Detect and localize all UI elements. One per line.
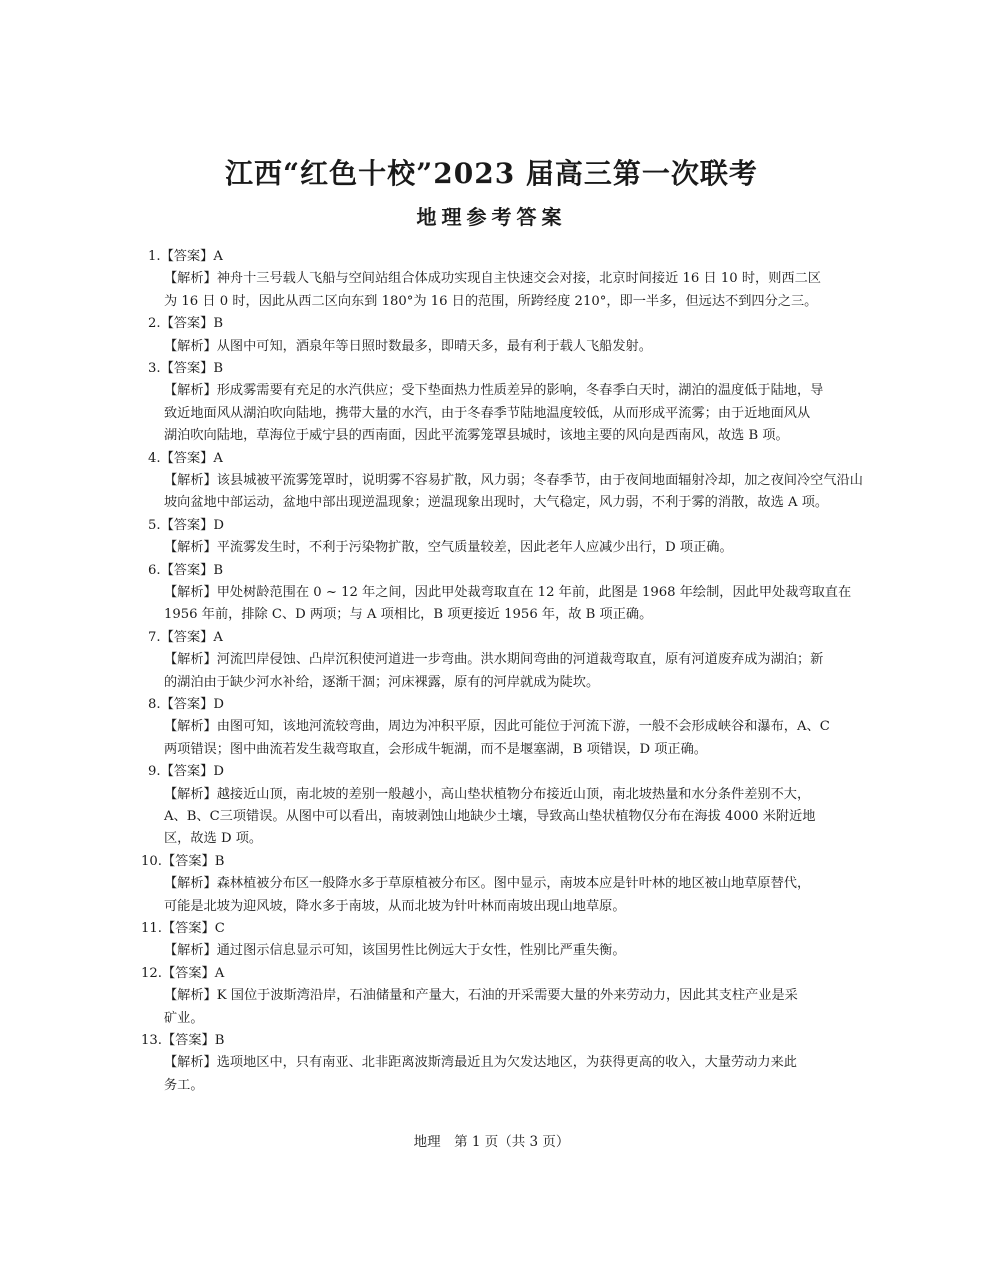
- answer-heading: [141, 1032, 224, 1050]
- explanation-line: 【解析】神舟十三号载人飞船与空间站组合体成功实现自主快速交会对接，北京时间接近 16 日 10 时，则西二区: [164, 271, 821, 287]
- explanation-line: 可能是北坡为迎风坡，降水多于南坡，从而北坡为针叶林而南坡出现山地草原。: [164, 898, 626, 914]
- answer-heading: [141, 853, 224, 871]
- question-number: 13.: [141, 1033, 162, 1048]
- answer-heading: [148, 248, 223, 266]
- explanation-line: 两项错误；图中曲流若发生裁弯取直，会形成牛轭湖，而不是堰塞湖，B 项错误，D 项正确。: [164, 741, 707, 757]
- answer-key: 【答案】A: [160, 629, 223, 645]
- answer-key: 【答案】A: [160, 249, 223, 264]
- explanation-line: 【解析】从图中可知，酒泉年等日照时数最多，即晴天多，最有利于载人飞船发射。: [164, 338, 652, 354]
- page-footer: 地理 第 1 页（共 3 页）: [413, 1134, 570, 1150]
- answer-key: 【答案】B: [160, 361, 224, 376]
- question-number: 10.: [141, 853, 162, 869]
- answer-heading: [141, 965, 224, 983]
- question-number: 12.: [141, 965, 162, 981]
- explanation-line: 【解析】由图可知，该地河流较弯曲，周边为冲积平原，因此可能位于河流下游，一般不会形成峡谷和瀑布，A、C: [164, 719, 830, 735]
- answer-key: 【答案】B: [160, 316, 224, 332]
- answer-heading: [148, 315, 223, 333]
- explanation-line: 【解析】森林植被分布区一般降水多于草原植被分布区。图中显示，南坡本应是针叶林的地区被山地草原替代，: [164, 876, 811, 892]
- question-number: 3.: [148, 361, 161, 376]
- explanation-line: 【解析】越接近山顶，南北坡的差别一般越小，高山垫状植物分布接近山顶，南北坡热量和水分条件差别不大，: [164, 786, 811, 802]
- explanation-line: 为 16 日 0 时，因此从西二区向东到 180°为 16 日的范围，所跨经度 210°，即一半多，但远达不到四分之三。: [164, 293, 818, 309]
- answer-key: 【答案】C: [161, 921, 225, 936]
- answer-key: 【答案】B: [160, 562, 224, 578]
- explanation-line: 【解析】河流凹岸侵蚀、凸岸沉积使河道进一步弯曲。洪水期间弯曲的河道裁弯取直，原有河道废弃成为湖泊；新: [164, 652, 824, 668]
- explanation-line: 【解析】选项地区中，只有南亚、北非距离波斯湾最近且为欠发达地区，为获得更高的收入，大量劳动力来此: [164, 1055, 797, 1071]
- explanation-line: 【解析】形成雾需要有充足的水汽供应；受下垫面热力性质差异的影响，冬春季白天时，湖泊的温度低于陆地，导: [164, 383, 824, 399]
- question-number: 4.: [148, 450, 161, 466]
- explanation-line: 致近地面风从湖泊吹向陆地，携带大量的水汽，由于冬春季节陆地温度较低，从而形成平流雾；由于近地面风从: [164, 405, 811, 421]
- explanation-line: 坡向盆地中部运动，盆地中部出现逆温现象；逆温现象出现时，大气稳定，风力弱，不利于雾的消散，故选 A 项。: [164, 495, 829, 511]
- explanation-line: 【解析】K 国位于波斯湾沿岸，石油储量和产量大，石油的开采需要大量的外来劳动力，因此其支柱产业是采: [164, 988, 798, 1004]
- question-number: 7.: [148, 629, 161, 645]
- explanation-line: 湖泊吹向陆地，草海位于威宁县的西南面，因此平流雾笼罩县城时，该地主要的风向是西南风，故选 B 项。: [164, 428, 789, 444]
- explanation-line: 【解析】该县城被平流雾笼罩时，说明雾不容易扩散，风力弱；冬春季节，由于夜间地面辐射冷却，加之夜间冷空气沿山: [164, 473, 863, 488]
- answer-heading: [148, 517, 224, 535]
- question-number: 2.: [148, 316, 161, 332]
- answer-key: 【答案】A: [161, 965, 225, 981]
- answer-heading: [148, 450, 223, 468]
- answer-key: 【答案】B: [161, 1033, 225, 1048]
- question-number: 8.: [148, 697, 161, 712]
- explanation-line: A、B、C三项错误。从图中可以看出，南坡剥蚀山地缺少土壤，导致高山垫状植物仅分布在海拔 4000 米附近地: [164, 809, 816, 824]
- answer-key: 【答案】D: [160, 697, 224, 712]
- answer-heading: [148, 360, 223, 378]
- question-number: 5.: [148, 517, 161, 533]
- document-subtitle: 地理参考答案: [416, 205, 567, 229]
- answer-key: 【答案】D: [160, 517, 224, 533]
- answer-heading: [148, 696, 224, 714]
- explanation-line: 务工。: [164, 1077, 204, 1093]
- explanation-line: 矿业。: [164, 1010, 204, 1026]
- question-number: 6.: [148, 562, 161, 578]
- question-number: 1.: [148, 249, 161, 264]
- answer-key: 【答案】A: [160, 450, 223, 466]
- explanation-line: 1956 年前，排除 C、D 两项；与 A 项相比，B 项更接近 1956 年，故 B 项正确。: [164, 607, 653, 623]
- explanation-line: 【解析】平流雾发生时，不利于污染物扩散，空气质量较差，因此老年人应减少出行，D 项正确。: [164, 540, 733, 556]
- document-title: 江西“红色十校”2023 届高三第一次联考: [225, 157, 758, 190]
- answer-heading: [148, 562, 223, 580]
- answer-key: 【答案】B: [161, 853, 225, 869]
- question-number: 11.: [141, 921, 162, 936]
- answer-heading: [148, 629, 223, 647]
- answer-key: 【答案】D: [160, 764, 224, 780]
- explanation-line: 的湖泊由于缺少河水补给，逐渐干涸；河床裸露，原有的河岸就成为陡坎。: [164, 674, 600, 690]
- question-number: 9.: [148, 764, 161, 780]
- explanation-line: 区，故选 D 项。: [164, 831, 263, 847]
- answer-heading: [141, 920, 225, 938]
- answer-heading: [148, 763, 224, 781]
- explanation-line: 【解析】甲处树龄范围在 0 ~ 12 年之间，因此甲处裁弯取直在 12 年前，此图是 1968 年绘制，因此甲处裁弯取直在: [164, 585, 852, 600]
- explanation-line: 【解析】通过图示信息显示可知，该国男性比例远大于女性，性别比严重失衡。: [164, 943, 626, 959]
